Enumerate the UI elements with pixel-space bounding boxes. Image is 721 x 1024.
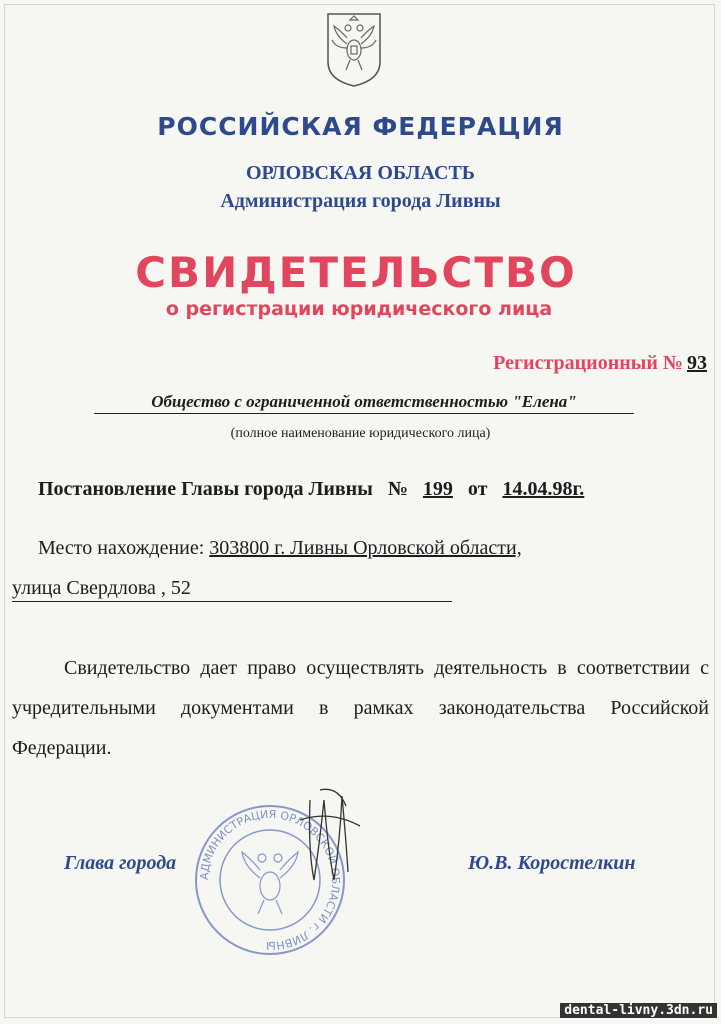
registration-label: Регистрационный	[493, 352, 658, 374]
decree-date: 14.04.98г.	[502, 478, 585, 500]
decree-from: от	[467, 478, 488, 500]
location-label: Место нахождение:	[38, 537, 205, 559]
location-line-1	[38, 537, 522, 560]
signatory-name: Ю.В. Коростелкин	[468, 852, 636, 874]
location-line-2: улица Свердлова , 52	[12, 577, 452, 602]
registration-no-sign: №	[662, 352, 683, 374]
region-heading: ОРЛОВСКАЯ ОБЛАСТЬ	[245, 162, 476, 184]
decree-number: 199	[422, 478, 453, 500]
organization-name: Общество с ограниченной ответственностью "Елена"	[94, 392, 634, 414]
handwritten-signature	[290, 780, 370, 890]
seal-ring-text: АДМИНИСТРАЦИЯ ОРЛОВСКОЙ ОБЛАСТИ г. ЛИВНЫ	[197, 807, 343, 953]
location-city: 303800 г. Ливны Орловской области,	[209, 537, 522, 559]
certificate-subtitle: о регистрации юридического лица	[165, 298, 553, 320]
decree-label: Постановление Главы города Ливны	[38, 478, 373, 500]
certificate-title: СВИДЕТЕЛЬСТВО	[135, 248, 577, 297]
certificate-body-text: Свидетельство дает право осуществлять деятельность в соответствии с учредительными документами в рамках законодательства Российской Федерации.	[12, 657, 709, 759]
site-watermark: dental-livny.3dn.ru	[560, 1003, 717, 1018]
coat-of-arms-icon	[322, 10, 386, 88]
country-heading: РОССИЙСКАЯ ФЕДЕРАЦИЯ	[157, 112, 564, 141]
decree-line	[38, 478, 584, 501]
organization-caption: (полное наименование юридического лица)	[230, 426, 491, 441]
signatory-position: Глава города	[64, 852, 177, 874]
administration-heading: Администрация города Ливны	[220, 190, 501, 212]
registration-number	[493, 352, 707, 375]
decree-no-sign: №	[387, 478, 408, 500]
registration-value: 93	[687, 352, 707, 374]
